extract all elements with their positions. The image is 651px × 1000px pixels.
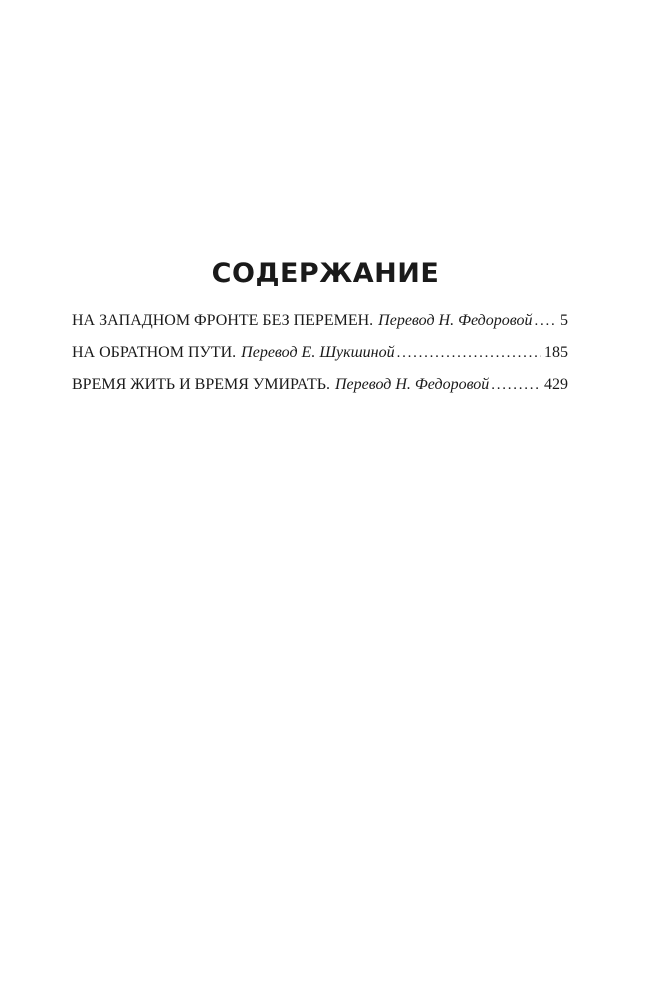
dot-leader: [534, 313, 557, 330]
toc-entry: [72, 312, 568, 344]
toc-entry-title: НА ОБРАТНОМ ПУТИ.: [72, 344, 237, 361]
toc-entry: [72, 344, 568, 376]
toc-entry-page-number: 429: [544, 376, 568, 393]
toc-entry-title: НА ЗАПАДНОМ ФРОНТЕ БЕЗ ПЕРЕМЕН.: [72, 312, 374, 329]
toc-entry-translator: Перевод Н. Федоровой: [334, 376, 490, 393]
dot-leader: [397, 345, 541, 362]
toc-entry-title: ВРЕМЯ ЖИТЬ И ВРЕМЯ УМИРАТЬ.: [72, 376, 330, 393]
toc-list: [72, 312, 568, 408]
toc-entry-translator: Перевод Е. Шукшиной: [241, 344, 395, 361]
toc-entry-page-number: 185: [544, 344, 568, 361]
toc-entry: [72, 376, 568, 408]
dot-leader: [491, 377, 541, 394]
toc-entry-page-number: 5: [560, 312, 568, 329]
toc-heading: СОДЕРЖАНИЕ: [211, 258, 440, 289]
toc-entry-translator: Перевод Н. Федоровой: [378, 312, 533, 329]
